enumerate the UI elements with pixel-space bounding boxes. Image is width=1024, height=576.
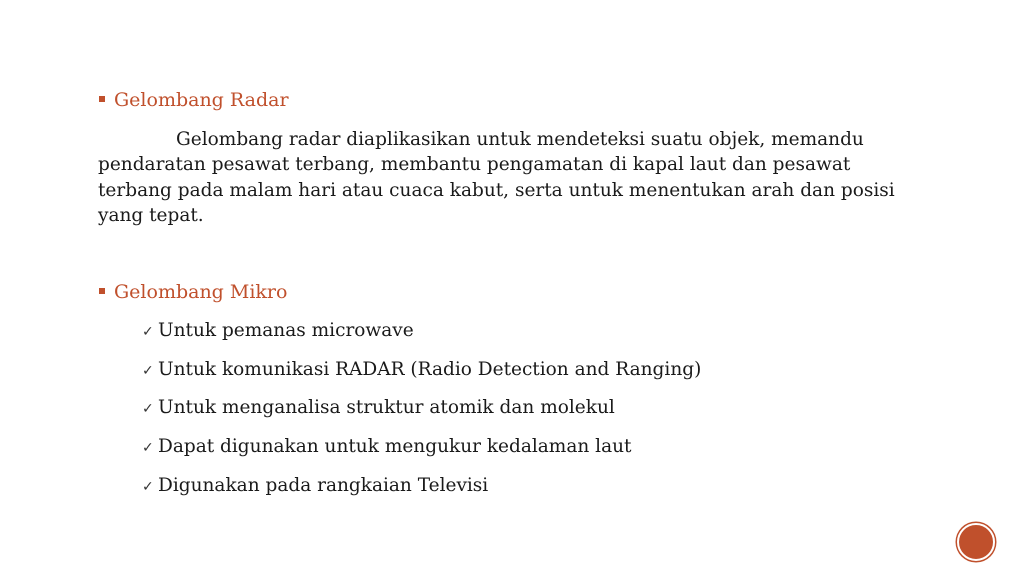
section-heading-radar bbox=[98, 89, 289, 111]
checkmark-icon: ✓ bbox=[142, 362, 154, 379]
section-title-radar: Gelombang Radar bbox=[114, 89, 289, 111]
list-item-text: Untuk komunikasi RADAR (Radio Detection and Ranging) bbox=[158, 358, 702, 380]
square-bullet-icon bbox=[99, 288, 105, 294]
list-item bbox=[142, 357, 701, 396]
section-heading-mikro bbox=[98, 281, 287, 303]
list-item bbox=[142, 473, 701, 512]
square-bullet-icon bbox=[99, 96, 105, 102]
microwave-uses-list bbox=[142, 318, 701, 511]
list-item bbox=[142, 318, 701, 357]
checkmark-icon: ✓ bbox=[142, 478, 154, 495]
list-item-text: Untuk menganalisa struktur atomik dan molekul bbox=[158, 397, 615, 419]
list-item-text: Untuk pemanas microwave bbox=[158, 320, 414, 341]
checkmark-icon: ✓ bbox=[142, 324, 154, 340]
list-item bbox=[142, 434, 701, 473]
section-title-mikro: Gelombang Mikro bbox=[114, 281, 288, 303]
slide-number-badge bbox=[957, 523, 995, 561]
list-item bbox=[142, 395, 701, 434]
list-item-text: Digunakan pada rangkaian Televisi bbox=[158, 474, 489, 496]
checkmark-icon: ✓ bbox=[142, 440, 154, 457]
radar-description: Gelombang radar diaplikasikan untuk mendeteksi suatu objek, memandu pendaratan pesawat terbang, membantu pengamatan di kapal laut dan pesawat terbang pada malam hari atau cuaca kabut, serta untuk menentukan arah dan posisi yang tepat. bbox=[98, 129, 895, 226]
list-item-text: Dapat digunakan untuk mengukur kedalaman laut bbox=[158, 436, 632, 458]
checkmark-icon: ✓ bbox=[142, 401, 154, 418]
